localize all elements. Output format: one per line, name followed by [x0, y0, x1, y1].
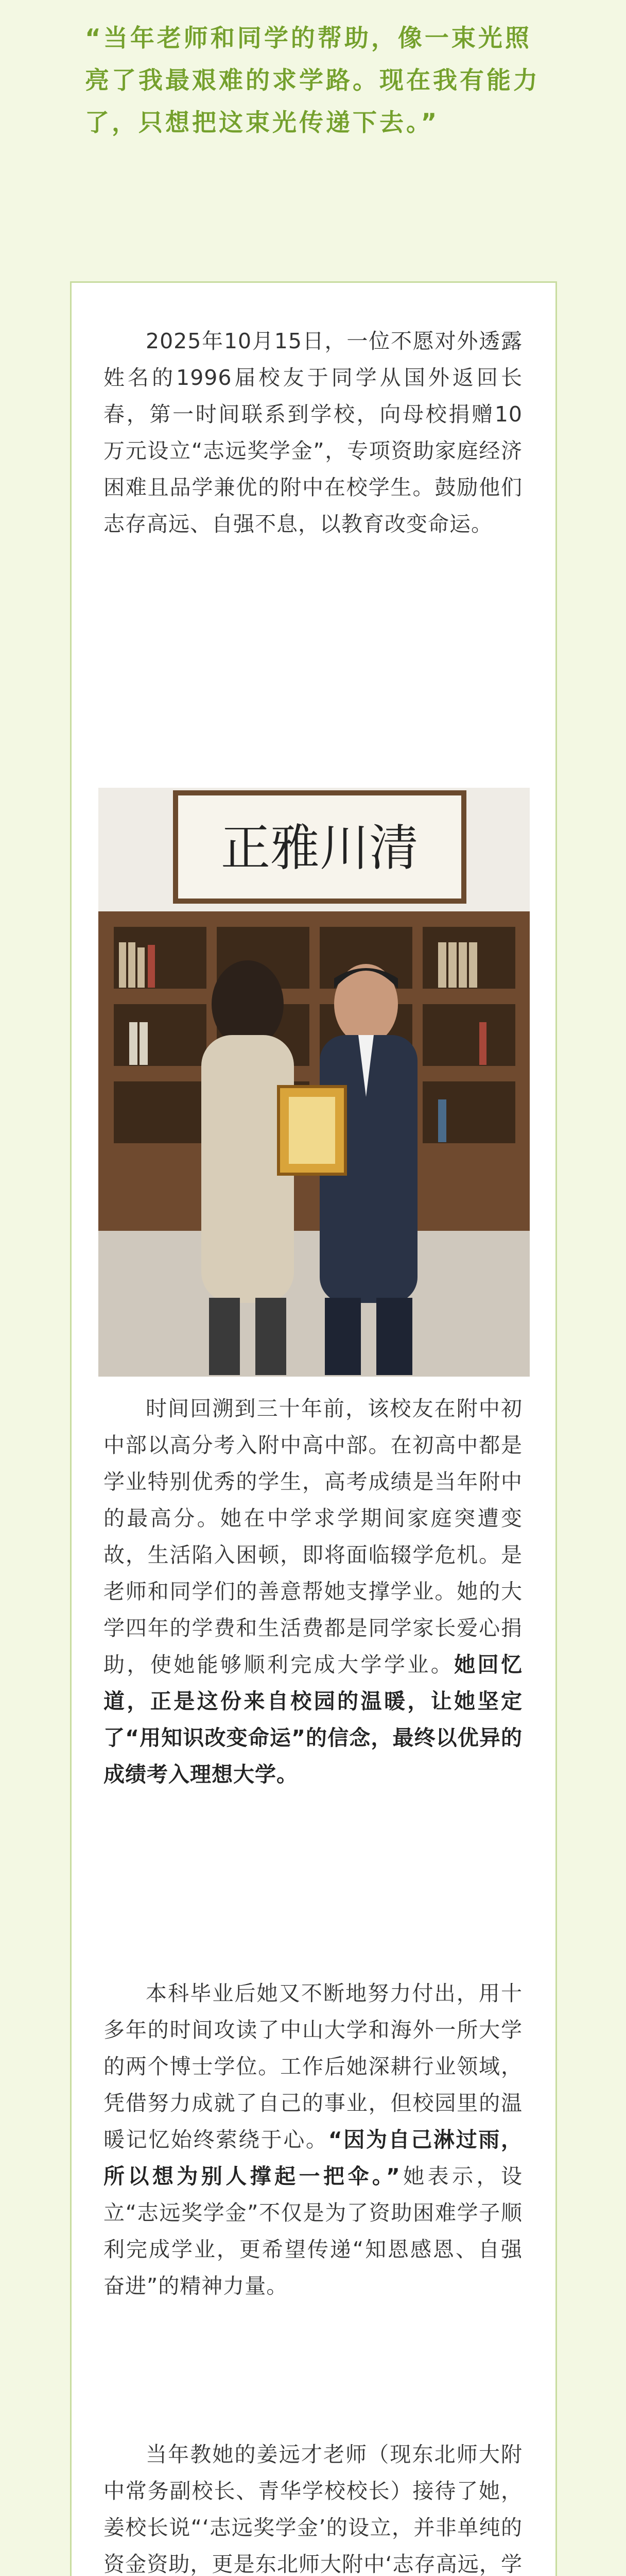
teacher-text: 当年教她的姜远才老师（现东北师大附中常务副校长、青华学校校长）接待了她，姜校长说“‘志远奖学金’的设立，并非单纯的资金资助，更是东北师大附中‘志存高远，学: [103, 2442, 523, 2576]
wall-calligraphy: 正雅川清: [221, 819, 419, 877]
career-text-2: 她表示，设立“志远奖学金”不仅是为了资助困难学子顺利完成学业，更希望传递“知恩感恩、自强奋进”的精神力量。: [103, 2164, 523, 2298]
paragraph-donation: 2025年10月15日，一位不愿对外透露姓名的1996届校友于同学从国外返回长春，第一时间联系到学校，向母校捐赠10 万元设立“志远奖学金”，专项资助家庭经济困难且品学兼优的附中在校学生。鼓励他们志存高远、自强不息，以教育改变命运。: [103, 329, 523, 536]
paragraph-career: [103, 1975, 523, 2304]
history-text: 时间回溯到三十年前，该校友在附中初中部以高分考入附中高中部。在初高中都是学业特别优秀的学生，高考成绩是当年附中的最高分。她在中学求学期间家庭突遭变故，生活陷入困顿，即将面临辍学危机。是老师和同学们的善意帮她支撑学业。她的大学四年的学费和生活费都是同学家长爱心捐助，使她能够顺利完成大学学业。: [103, 1396, 523, 1677]
paragraph-teacher: [103, 2436, 523, 2576]
career-quote: “因为自己淋过雨，所以想为别人撑起一把伞。”: [103, 2127, 523, 2189]
header-quote: “当年老师和同学的帮助，像一束光照亮了我最艰难的求学路。现在我有能力了，只想把这束光传递下去。”: [85, 24, 540, 137]
article-card: [70, 281, 557, 2576]
donation-ceremony-photo: [98, 788, 530, 1377]
history-highlight: 她回忆道，正是这份来自校园的温暖，让她坚定了“用知识改变命运”的信念，最终以优异的成绩考入理想大学。: [103, 1652, 523, 1787]
career-text: 本科毕业后她又不断地努力付出，用十多年的时间攻读了中山大学和海外一所大学的两个博士学位。工作后她深耕行业领域，凭借努力成就了自己的事业，但校园里的温暖记忆始终萦绕于心。: [103, 1981, 523, 2152]
photo-scene-office: [98, 788, 530, 1377]
paragraph-history: [103, 1391, 523, 1793]
